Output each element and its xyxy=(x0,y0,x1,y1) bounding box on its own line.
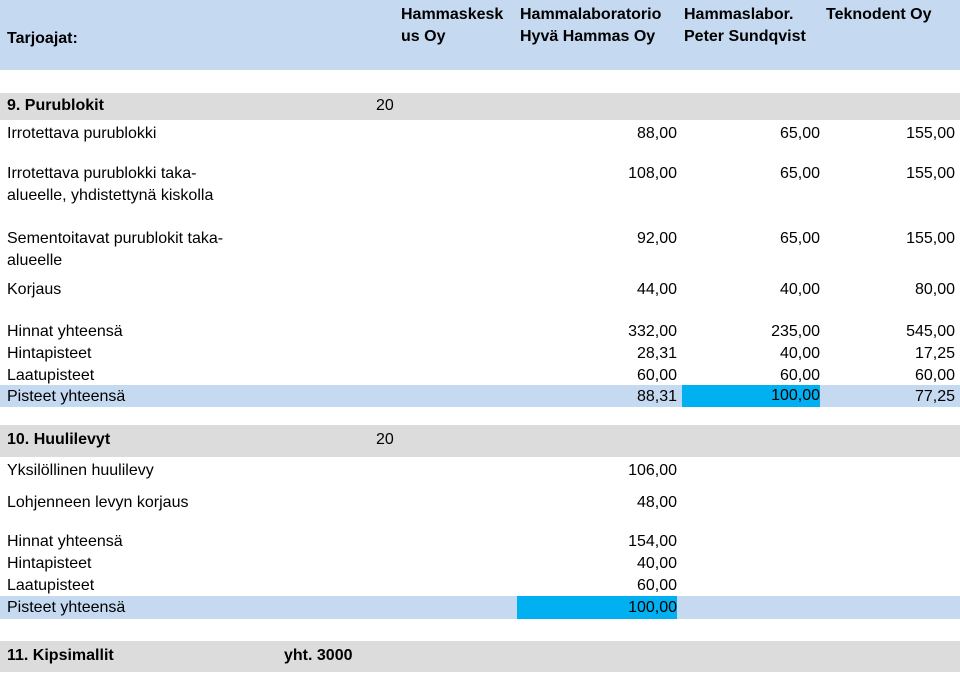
value-supplier-1: 108,00 xyxy=(628,165,677,182)
section11-total: yht. 3000 xyxy=(284,647,353,664)
row-label: Irrotettava purublokki xyxy=(7,125,157,142)
value-supplier-2: 65,00 xyxy=(779,230,820,247)
section11-header xyxy=(0,641,960,672)
value-supplier-3: 155,00 xyxy=(906,230,955,247)
row-label: Laatupisteet xyxy=(7,367,95,384)
total-row xyxy=(0,596,960,619)
value-supplier-3: 545,00 xyxy=(906,323,955,340)
row-label: Yksilöllinen huulilevy xyxy=(7,462,154,479)
table-row xyxy=(0,491,960,515)
row-label: Korjaus xyxy=(7,281,62,298)
section9-header xyxy=(0,93,960,120)
value-supplier-1: 106,00 xyxy=(628,462,677,479)
section11-title: 11. Kipsimallit xyxy=(7,647,114,664)
value-supplier-2: 60,00 xyxy=(779,367,820,384)
value-supplier-2: 65,00 xyxy=(779,165,820,182)
section10-title: 10. Huulilevyt xyxy=(7,431,111,448)
value-supplier-2-best: 100,00 xyxy=(682,385,820,407)
row-label: Hinnat yhteensä xyxy=(7,533,123,550)
table-row xyxy=(0,162,960,206)
table-row xyxy=(0,459,960,483)
value-supplier-1: 88,31 xyxy=(636,388,677,405)
value-supplier-1: 154,00 xyxy=(628,533,677,550)
summary-row xyxy=(0,530,960,552)
value-supplier-1: 88,00 xyxy=(636,125,677,142)
summary-row xyxy=(0,364,960,386)
row-label: Sementoitavat purublokit taka- xyxy=(7,230,224,247)
header-label: Tarjoajat: xyxy=(7,30,78,47)
value-supplier-3: 77,25 xyxy=(914,388,955,405)
row-label: Hintapisteet xyxy=(7,345,92,362)
row-label: Lohjenneen levyn korjaus xyxy=(7,494,189,511)
section9-title: 9. Purublokit xyxy=(7,97,104,114)
value-supplier-3: 60,00 xyxy=(914,367,955,384)
summary-row xyxy=(0,342,960,364)
header-row xyxy=(0,0,960,70)
total-row xyxy=(0,385,960,407)
row-label-line2: alueelle, yhdistettynä kiskolla xyxy=(7,187,214,204)
value-supplier-1: 40,00 xyxy=(636,555,677,572)
row-label: Hinnat yhteensä xyxy=(7,323,123,340)
section9-weight: 20 xyxy=(376,97,394,114)
value-supplier-2: 40,00 xyxy=(779,281,820,298)
row-label: Pisteet yhteensä xyxy=(7,388,126,405)
value-supplier-1: 332,00 xyxy=(628,323,677,340)
row-label: Irrotettava purublokki taka- xyxy=(7,165,197,182)
supplier-3-line2: Peter Sundqvist xyxy=(684,28,806,45)
section10-header xyxy=(0,425,960,457)
value-supplier-1: 60,00 xyxy=(636,577,677,594)
value-supplier-1: 92,00 xyxy=(636,230,677,247)
summary-row xyxy=(0,574,960,596)
table-row xyxy=(0,122,960,146)
row-label: Pisteet yhteensä xyxy=(7,599,126,616)
value-supplier-3: 17,25 xyxy=(914,345,955,362)
value-supplier-1-best: 100,00 xyxy=(517,596,677,619)
value-supplier-1: 28,31 xyxy=(636,345,677,362)
section10-weight: 20 xyxy=(376,431,394,448)
supplier-1-line2: us Oy xyxy=(401,28,446,45)
summary-row xyxy=(0,552,960,574)
value-supplier-2: 65,00 xyxy=(779,125,820,142)
row-label: Laatupisteet xyxy=(7,577,95,594)
value-supplier-3: 80,00 xyxy=(914,281,955,298)
table-row xyxy=(0,227,960,271)
value-supplier-2: 40,00 xyxy=(779,345,820,362)
supplier-4-line1: Teknodent Oy xyxy=(826,6,932,23)
table-row xyxy=(0,278,960,302)
value-supplier-3: 155,00 xyxy=(906,125,955,142)
value-supplier-1: 60,00 xyxy=(636,367,677,384)
value-supplier-1: 44,00 xyxy=(636,281,677,298)
summary-row xyxy=(0,320,960,342)
value-supplier-1: 48,00 xyxy=(636,494,677,511)
value-supplier-3: 155,00 xyxy=(906,165,955,182)
supplier-3-line1: Hammaslabor. xyxy=(684,6,794,23)
value-supplier-2: 235,00 xyxy=(771,323,820,340)
supplier-1-line1: Hammaskesk xyxy=(401,6,504,23)
supplier-2-line1: Hammalaboratorio xyxy=(520,6,662,23)
row-label-line2: alueelle xyxy=(7,252,63,269)
row-label: Hintapisteet xyxy=(7,555,92,572)
supplier-2-line2: Hyvä Hammas Oy xyxy=(520,28,656,45)
